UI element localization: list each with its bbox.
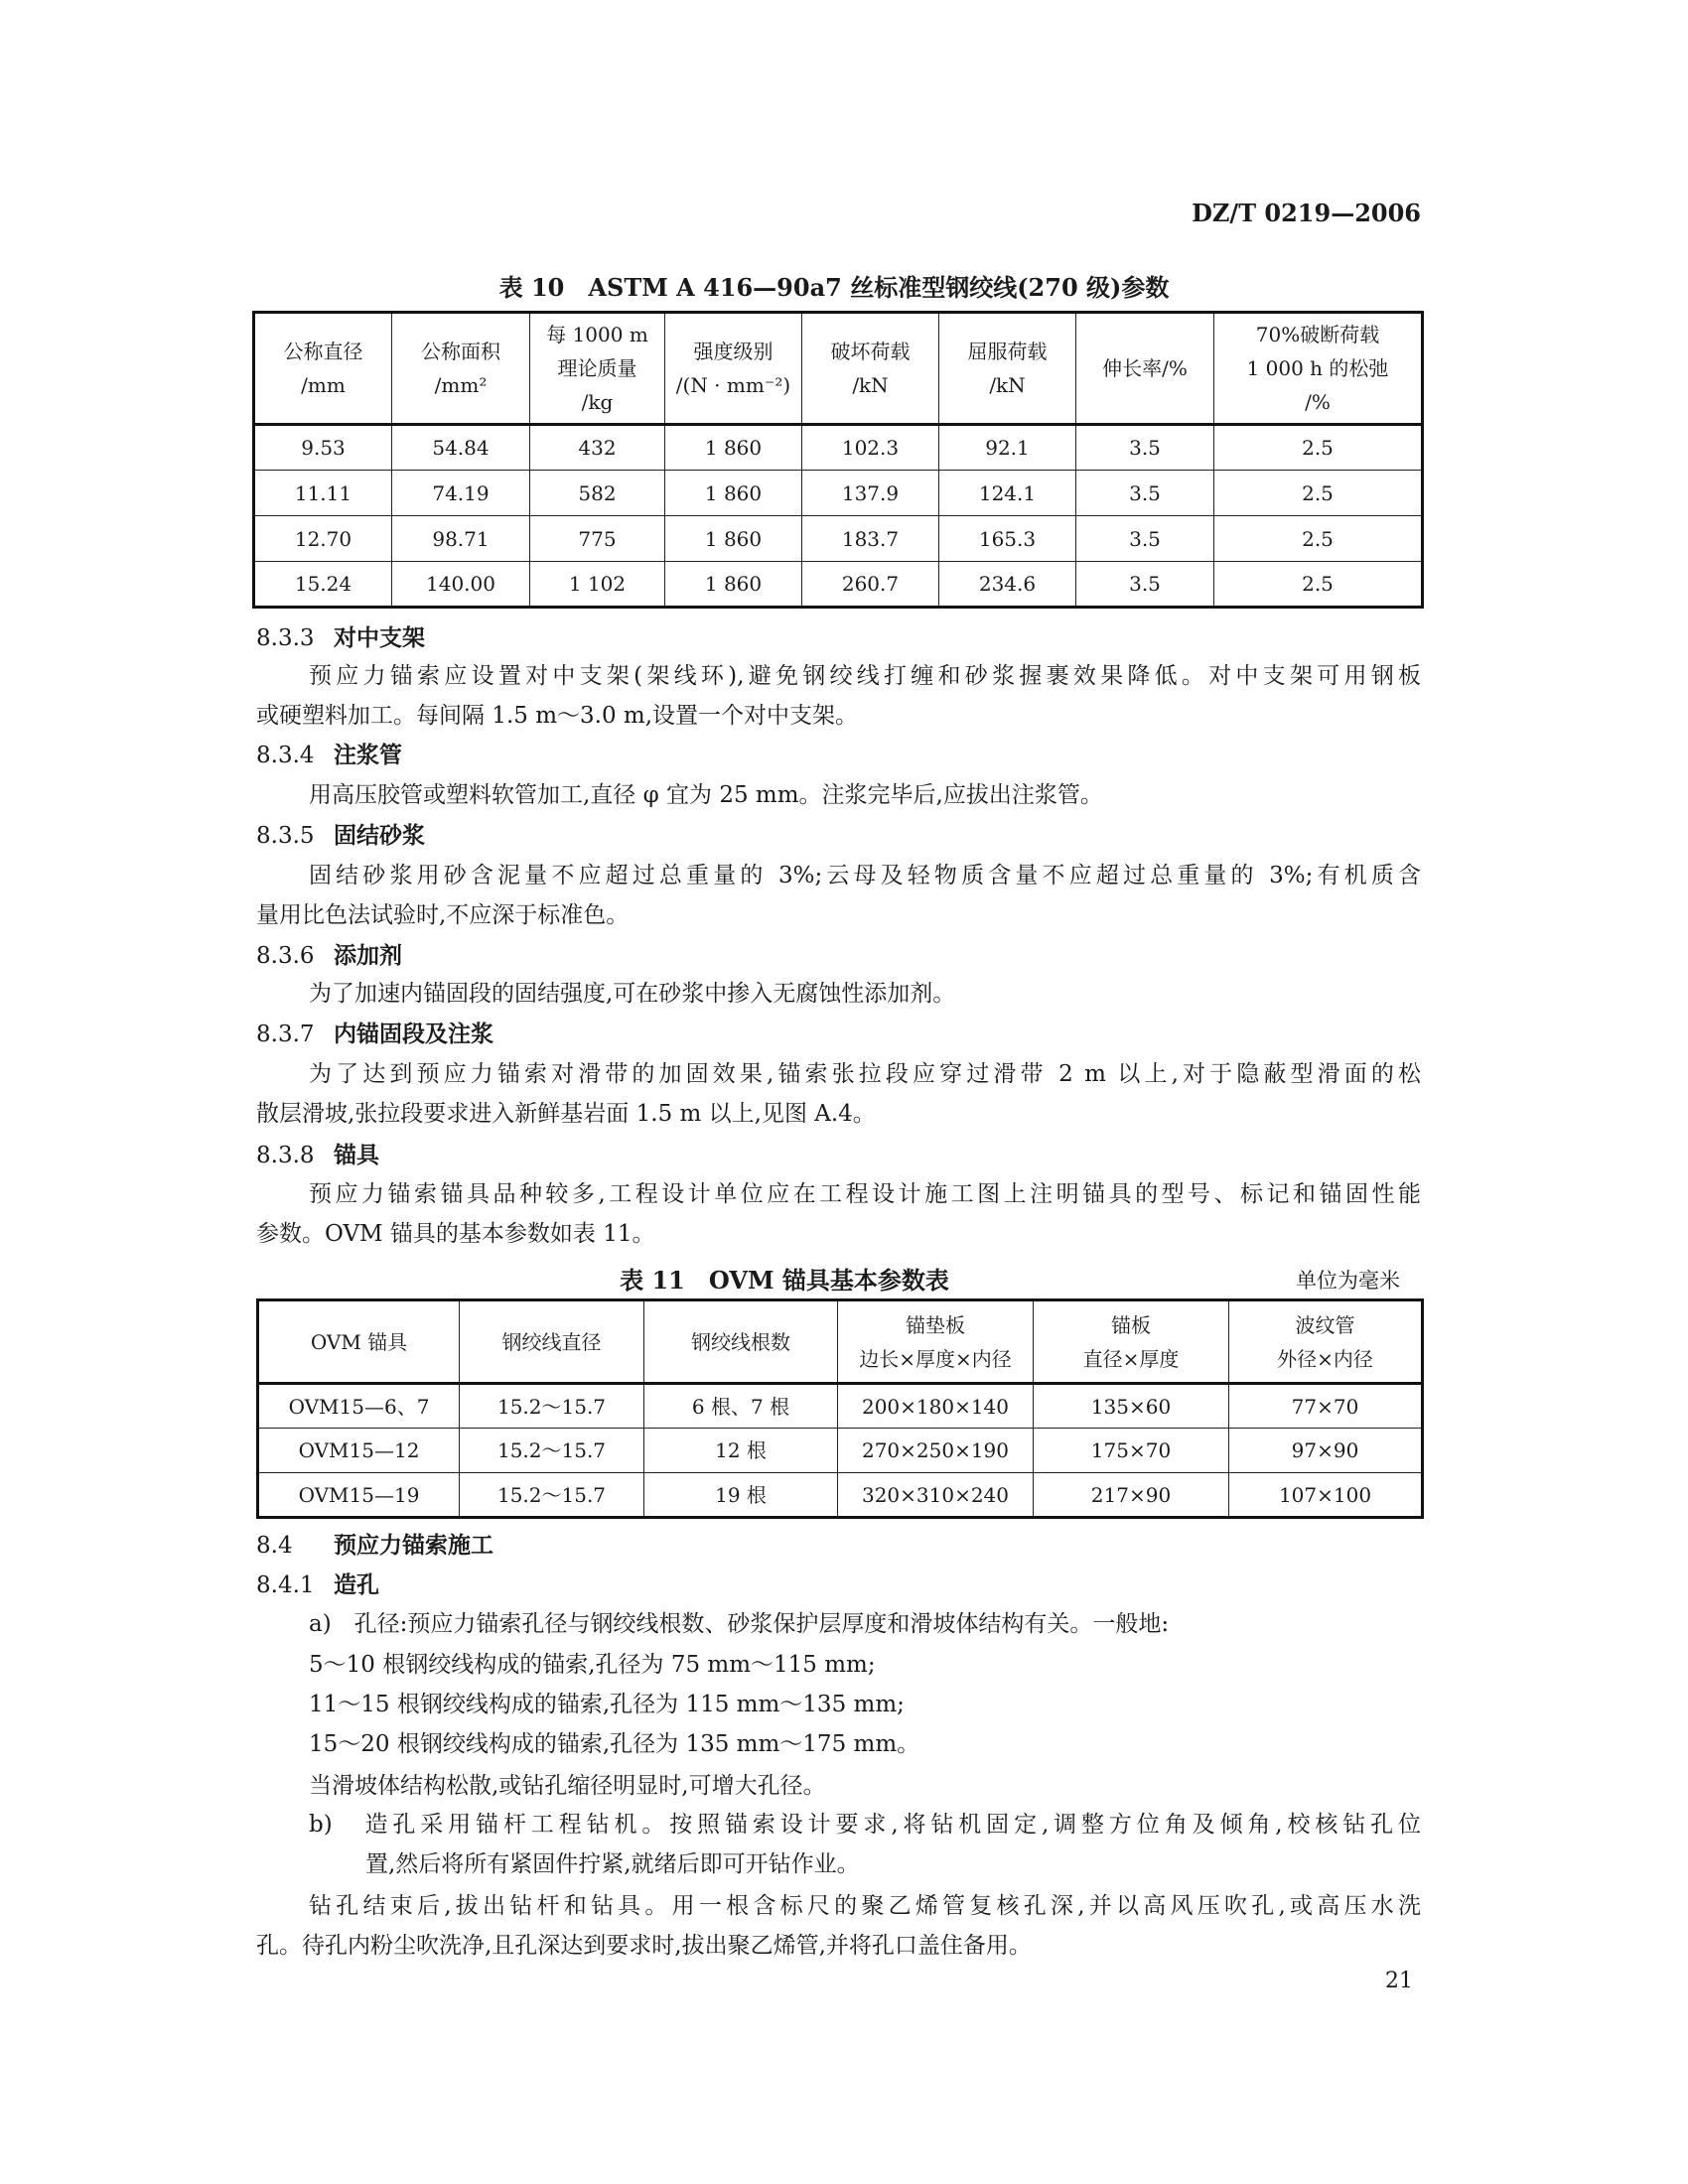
paragraph-line: 固结砂浆用砂含泥量不应超过总重量的 3%;云母及轻物质含量不应超过总重量的 3%;有机质含 [309, 863, 1421, 888]
table-10 [252, 311, 1424, 609]
header-line: /mm [301, 373, 346, 397]
table-cell: 74.19 [392, 471, 530, 516]
header-line: /kN [989, 373, 1026, 397]
table-cell: 92.1 [939, 425, 1076, 471]
table-cell: 582 [530, 471, 665, 516]
header-line: 伸长率/% [1102, 356, 1188, 380]
header-line: 破坏荷载 [830, 340, 911, 363]
table-11-title: 表 11 OVM 锚具基本参数表 [620, 1266, 949, 1295]
column-header [1076, 313, 1214, 425]
table-cell: 9.53 [254, 425, 392, 471]
column-header [838, 1300, 1034, 1384]
table-cell: 15.2～15.7 [460, 1384, 644, 1429]
table-cell: 1 102 [530, 562, 665, 608]
header-line: 钢绞线直径 [501, 1329, 602, 1354]
header-line: 屈服荷载 [967, 340, 1048, 363]
section-number: 8.3.3 [256, 625, 315, 651]
section-heading [256, 622, 425, 654]
header-line: /kN [852, 373, 889, 397]
table-cell: OVM15—19 [258, 1473, 460, 1518]
table-cell: 107×100 [1229, 1473, 1423, 1518]
section-title: 造孔 [334, 1571, 379, 1598]
table-cell: 165.3 [939, 516, 1076, 562]
paragraph-line: 参数。OVM 锚具的基本参数如表 11。 [256, 1221, 655, 1247]
table-cell: 1 860 [665, 562, 802, 608]
table-cell: 19 根 [644, 1473, 838, 1518]
table-cell: 260.7 [802, 562, 939, 608]
section-number: 8.3.4 [256, 743, 315, 768]
table-row [254, 471, 1423, 516]
table-cell: 320×310×240 [838, 1473, 1034, 1518]
table-row [254, 562, 1423, 608]
paragraph-line: 量用比色法试验时,不应深于标准色。 [256, 902, 630, 928]
section-heading [256, 1570, 379, 1601]
paragraph-line: 置,然后将所有紧固件拧紧,就绪后即可开钻作业。 [365, 1851, 860, 1877]
table-cell: 124.1 [939, 471, 1076, 516]
section-number: 8.3.8 [256, 1143, 315, 1168]
section-title: 预应力锚索施工 [334, 1532, 493, 1559]
table-cell: 775 [530, 516, 665, 562]
section-number: 8.4 [256, 1533, 293, 1559]
table-cell: 183.7 [802, 516, 939, 562]
paragraph-line: 孔。待孔内粉尘吹洗净,且孔深达到要求时,拔出聚乙烯管,并将孔口盖住备用。 [256, 1933, 1032, 1959]
column-header [665, 313, 802, 425]
header-line: 外径×内径 [1277, 1346, 1373, 1371]
table-cell: 2.5 [1214, 562, 1423, 608]
header-line: OVM 锚具 [310, 1329, 408, 1354]
table-cell: 2.5 [1214, 471, 1423, 516]
section-heading [256, 820, 425, 852]
table-cell: 11.11 [254, 471, 392, 516]
table-cell: 135×60 [1034, 1384, 1229, 1429]
header-line: 直径×厚度 [1082, 1346, 1180, 1371]
section-title: 固结砂浆 [334, 822, 425, 849]
table-cell: 12.70 [254, 516, 392, 562]
paragraph-line: 11～15 根钢绞线构成的锚索,孔径为 115 mm～135 mm; [309, 1692, 905, 1717]
paragraph-line: 为了达到预应力锚索对滑带的加固效果,锚索张拉段应穿过滑带 2 m 以上,对于隐蔽型滑面的松 [309, 1061, 1421, 1087]
table-10-title: 表 10 ASTM A 416—90a7 丝标准型钢绞线(270 级)参数 [498, 273, 1170, 302]
paragraph-line: b) 造孔采用锚杆工程钻机。按照锚索设计要求,将钻机固定,调整方位角及倾角,校核钻孔位 [309, 1812, 1421, 1838]
header-line: 公称直径 [283, 340, 363, 363]
section-heading [256, 1019, 493, 1050]
section-title: 内锚固段及注浆 [334, 1021, 493, 1047]
table-cell: 2.5 [1214, 425, 1423, 471]
column-header [802, 313, 939, 425]
paragraph-line: 或硬塑料加工。每间隔 1.5 m～3.0 m,设置一个对中支架。 [256, 703, 859, 729]
paragraph-line: a) 孔径:预应力锚索孔径与钢绞线根数、砂浆保护层厚度和滑坡体结构有关。一般地: [309, 1611, 1170, 1637]
table-cell: 137.9 [802, 471, 939, 516]
paragraph-line: 预应力锚索锚具品种较多,工程设计单位应在工程设计施工图上注明锚具的型号、标记和锚固性能 [309, 1181, 1421, 1207]
table-row [258, 1429, 1423, 1473]
column-header [1229, 1300, 1423, 1384]
table-cell: 3.5 [1076, 516, 1214, 562]
table-cell: 102.3 [802, 425, 939, 471]
table-cell: 12 根 [644, 1429, 838, 1473]
column-header [939, 313, 1076, 425]
table-row [254, 425, 1423, 471]
column-header [1034, 1300, 1229, 1384]
header-line: 理论质量 [557, 356, 637, 380]
table-cell: 6 根、7 根 [644, 1384, 838, 1429]
page-number: 21 [1385, 1969, 1413, 1993]
table-cell: 98.71 [392, 516, 530, 562]
table-cell: 234.6 [939, 562, 1076, 608]
column-header [258, 1300, 460, 1384]
column-header [460, 1300, 644, 1384]
header-line: 边长×厚度×内径 [859, 1346, 1012, 1371]
table-cell: OVM15—12 [258, 1429, 460, 1473]
paragraph-line: 当滑坡体结构松散,或钻孔缩径明显时,可增大孔径。 [309, 1773, 826, 1799]
paragraph-line: 钻孔结束后,拔出钻杆和钻具。用一根含标尺的聚乙烯管复核孔深,并以高风压吹孔,或高压水洗 [309, 1893, 1421, 1919]
header-line: 公称面积 [421, 340, 500, 363]
header-line: /mm² [434, 373, 488, 397]
paragraph-line: 预应力锚索应设置对中支架(架线环),避免钢绞线打缠和砂浆握裹效果降低。对中支架可用钢板 [309, 663, 1421, 689]
header-line: 70%破断荷载 [1255, 323, 1380, 346]
table-cell: 1 860 [665, 516, 802, 562]
section-number: 8.3.6 [256, 943, 315, 969]
table-11 [256, 1298, 1424, 1519]
paragraph-line: 用高压胶管或塑料软管加工,直径 φ 宜为 25 mm。注浆完毕后,应拔出注浆管。 [309, 782, 1103, 808]
table-cell: 77×70 [1229, 1384, 1423, 1429]
header-line: 锚板 [1111, 1312, 1151, 1337]
table-cell: 200×180×140 [838, 1384, 1034, 1429]
table-cell: 175×70 [1034, 1429, 1229, 1473]
paragraph-line: 15～20 根钢绞线构成的锚索,孔径为 135 mm～175 mm。 [309, 1731, 920, 1757]
header-line: 1 000 h 的松弛 [1246, 356, 1389, 380]
table-cell: 3.5 [1076, 562, 1214, 608]
header-line: 锚垫板 [906, 1312, 965, 1337]
table-cell: OVM15—6、7 [258, 1384, 460, 1429]
column-header [1214, 313, 1423, 425]
header-line: /kg [581, 390, 614, 414]
table-cell: 97×90 [1229, 1429, 1423, 1473]
table-cell: 217×90 [1034, 1473, 1229, 1518]
column-header [392, 313, 530, 425]
section-number: 8.4.1 [256, 1572, 315, 1598]
table-cell: 1 860 [665, 471, 802, 516]
section-heading [256, 740, 402, 771]
table-cell: 270×250×190 [838, 1429, 1034, 1473]
paragraph-line: 为了加速内锚固段的固结强度,可在砂浆中掺入无腐蚀性添加剂。 [309, 981, 956, 1007]
header-line: 波纹管 [1295, 1312, 1355, 1337]
table-11-unit: 单位为毫米 [1296, 1269, 1400, 1293]
section-number: 8.3.7 [256, 1022, 315, 1047]
table-row [254, 516, 1423, 562]
section-title: 添加剂 [334, 942, 402, 969]
header-line: 钢绞线根数 [691, 1329, 790, 1354]
section-title: 注浆管 [334, 742, 402, 768]
header-line: /% [1305, 390, 1331, 414]
table-row [258, 1384, 1423, 1429]
section-number: 8.3.5 [256, 823, 315, 849]
table-row [258, 1473, 1423, 1518]
table-cell: 432 [530, 425, 665, 471]
column-header [530, 313, 665, 425]
table-cell: 54.84 [392, 425, 530, 471]
table-cell: 15.2～15.7 [460, 1429, 644, 1473]
section-heading [256, 940, 402, 972]
table-cell: 3.5 [1076, 425, 1214, 471]
header-line: 每 1000 m [546, 323, 648, 346]
table-cell: 15.24 [254, 562, 392, 608]
column-header [254, 313, 392, 425]
column-header [644, 1300, 838, 1384]
section-title: 对中支架 [334, 624, 425, 651]
section-heading [256, 1530, 493, 1562]
document-code: DZ/T 0219—2006 [1192, 199, 1421, 227]
header-line: 强度级别 [693, 340, 774, 363]
table-cell: 140.00 [392, 562, 530, 608]
table-cell: 1 860 [665, 425, 802, 471]
table-cell: 2.5 [1214, 516, 1423, 562]
header-line: /(N · mm⁻²) [675, 373, 791, 397]
table-cell: 3.5 [1076, 471, 1214, 516]
table-cell: 15.2～15.7 [460, 1473, 644, 1518]
paragraph-line: 5～10 根钢绞线构成的锚索,孔径为 75 mm～115 mm; [309, 1652, 876, 1678]
section-title: 锚具 [334, 1142, 379, 1168]
section-heading [256, 1140, 379, 1171]
paragraph-line: 散层滑坡,张拉段要求进入新鲜基岩面 1.5 m 以上,见图 A.4。 [256, 1101, 876, 1127]
